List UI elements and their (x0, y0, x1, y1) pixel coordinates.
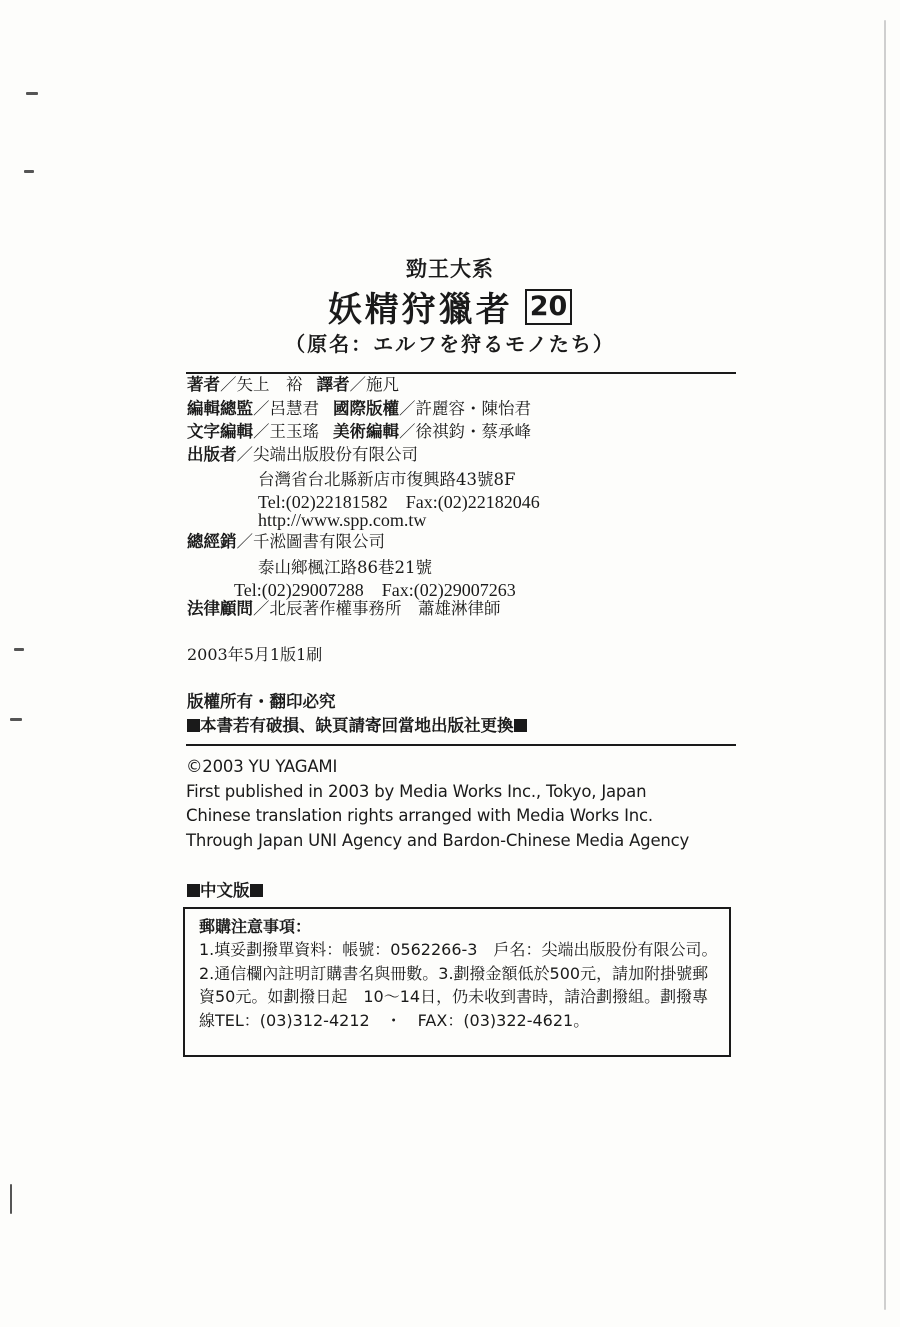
editor-in-chief: 呂慧君 (269, 399, 319, 418)
notice-title: 郵購注意事項： (199, 917, 312, 936)
scan-mark (884, 20, 886, 1310)
scan-mark (26, 92, 38, 95)
english-line-2: Chinese translation rights arranged with Media Works Inc. (186, 806, 653, 825)
rights-reserved: 版權所有・翻印必究 (187, 692, 336, 711)
replace-notice-row (187, 712, 527, 736)
scan-mark (24, 170, 34, 173)
black-square-icon (250, 884, 263, 897)
replace-notice: 本書若有破損、缺頁請寄回當地出版社更換 (200, 716, 514, 735)
distributor-label: 總經銷 (187, 532, 237, 551)
publisher-phone: Tel:(02)22181582 Fax:(02)22182046 (258, 492, 540, 512)
scan-mark (14, 648, 24, 651)
chinese-edition: 中文版 (200, 881, 250, 900)
legal: 北辰著作權事務所 蕭雄淋律師 (269, 599, 501, 618)
scan-mark (10, 1184, 12, 1214)
chinese-edition-row (187, 877, 263, 901)
distributor: 千淞圖書有限公司 (253, 532, 385, 551)
publisher-url: http://www.spp.com.tw (258, 510, 427, 530)
credit-publisher-row: 出版者／尖端出版股份有限公司 (187, 445, 418, 464)
distributor-address: 泰山鄉楓江路86巷21號 (258, 558, 432, 577)
credit-distributor-row: 總經銷／千淞圖書有限公司 (187, 532, 385, 551)
volume-number: 20 (525, 289, 573, 325)
original-title: （原名：エルフを狩るモノたち） (285, 332, 615, 356)
text-editor: 王玉瑤 (269, 422, 319, 441)
translator: 施凡 (366, 375, 399, 394)
author: 矢上 裕 (236, 375, 303, 394)
intl-rights-label: 國際版權 (333, 399, 399, 418)
edition-info: 2003年5月1版1刷 (187, 645, 323, 664)
english-line-1: First published in 2003 by Media Works Inc., Tokyo, Japan (186, 782, 647, 801)
credit-text-editor-row: 文字編輯／王玉瑤 美術編輯／徐祺鈞・蔡承峰 (187, 422, 531, 441)
copyright-line: ©2003 YU YAGAMI (186, 757, 338, 776)
art-editor-label: 美術編輯 (333, 422, 399, 441)
distributor-phone: Tel:(02)29007288 Fax:(02)29007263 (234, 580, 516, 600)
art-editor: 徐祺鈞・蔡承峰 (415, 422, 531, 441)
author-label: 著者 (187, 375, 220, 394)
mail-order-notice (183, 907, 731, 1057)
divider (186, 744, 736, 746)
english-line-3: Through Japan UNI Agency and Bardon-Chinese Media Agency (186, 831, 690, 850)
intl-rights: 許麗容・陳怡君 (415, 399, 531, 418)
publisher-address: 台灣省台北縣新店市復興路43號8F (258, 470, 516, 489)
publisher: 尖端出版股份有限公司 (253, 445, 418, 464)
notice-body: 1.填妥劃撥單資料：帳號：0562266-3 戶名：尖端出版股份有限公司。2.通信欄內註明訂購書名與冊數。3.劃撥金額低於500元，請加附掛號郵資50元。如劃撥日起 10～14日，仍未收到書時，請洽劃撥組。劃撥專線TEL：(03)312-4212 ・ FAX：(03)322-4621。 (199, 940, 718, 1030)
book-title: 妖精狩獵者 (327, 290, 513, 330)
legal-label: 法律顧問 (187, 599, 253, 618)
credit-legal-row: 法律顧問／北辰著作權事務所 蕭雄淋律師 (187, 599, 501, 618)
title-row (0, 282, 900, 331)
publisher-label: 出版者 (187, 445, 237, 464)
black-square-icon (187, 884, 200, 897)
translator-label: 譯者 (316, 375, 350, 394)
credit-editor-row: 編輯總監／呂慧君 國際版權／許麗容・陳怡君 (187, 399, 531, 418)
scan-mark (10, 718, 22, 721)
black-square-icon (187, 719, 200, 732)
text-editor-label: 文字編輯 (187, 422, 253, 441)
editor-in-chief-label: 編輯總監 (187, 399, 253, 418)
black-square-icon (514, 719, 527, 732)
series-name: 勁王大系 (406, 257, 494, 281)
credit-author-row: 著者／矢上 裕 譯者／施凡 (187, 375, 399, 394)
